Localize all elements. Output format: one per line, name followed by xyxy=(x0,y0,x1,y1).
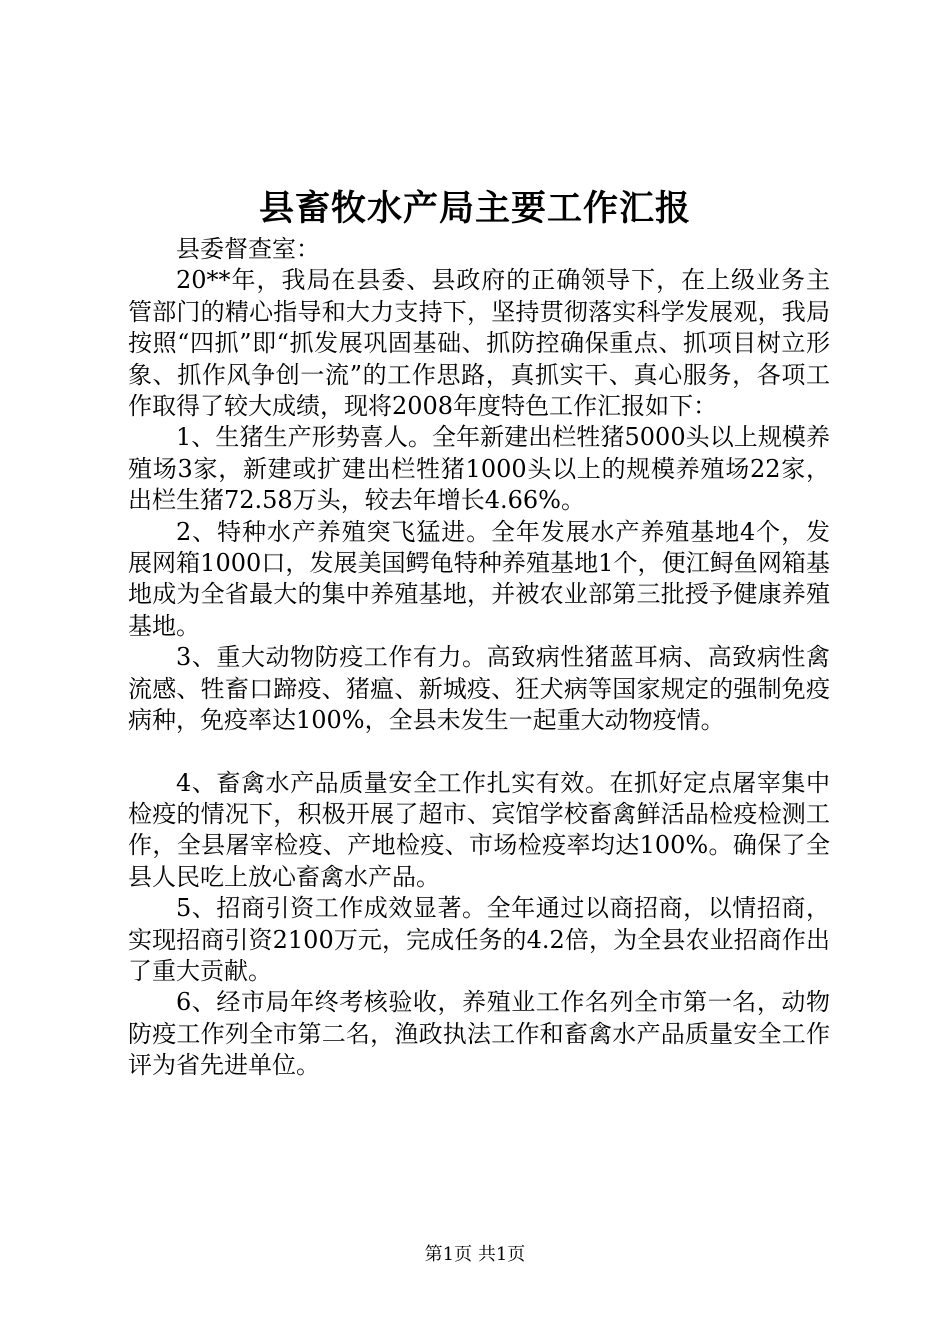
item-paragraph-5: 5、招商引资工作成效显著。全年通过以商招商，以情招商，实现招商引资2100万元，完成任务的4.2倍，为全县农业招商作出了重大贡献。 xyxy=(128,894,830,985)
item-paragraph-6: 6、经市局年终考核验收，养殖业工作名列全市第一名，动物防疫工作列全市第二名，渔政执法工作和畜禽水产品质量安全工作评为省先进单位。 xyxy=(128,988,830,1080)
document-body xyxy=(128,234,830,1082)
item-paragraph-2: 2、特种水产养殖突飞猛进。全年发展水产养殖基地4个，发展网箱1000口，发展美国鳄龟特种养殖基地1个，便江鲟鱼网箱基地成为全省最大的集中养殖基地，并被农业部第三批授予健康养殖基地。 xyxy=(128,517,830,640)
page-footer: 第1页 共1页 xyxy=(424,1244,526,1265)
document-title: 县畜牧水产局主要工作汇报 xyxy=(258,188,691,229)
item-paragraph-1: 1、生猪生产形势喜人。全年新建出栏牲猪5000头以上规模养殖场3家，新建或扩建出栏牲猪1000头以上的规模养殖场22家，出栏生猪72.58万头，较去年增长4.66%。 xyxy=(128,423,830,515)
salutation: 县委督查室： xyxy=(176,235,320,263)
item-paragraph-3: 3、重大动物防疫工作有力。高致病性猪蓝耳病、高致病性禽流感、牲畜口蹄疫、猪瘟、新城疫、狂犬病等国家规定的强制免疫病种，免疫率达100%，全县未发生一起重大动物疫情。 xyxy=(128,643,830,735)
item-paragraph-4: 4、畜禽水产品质量安全工作扎实有效。在抓好定点屠宰集中检疫的情况下，积极开展了超市、宾馆学校畜禽鲜活品检疫检测工作，全县屠宰检疫、产地检疫、市场检疫率均达100%。确保了全县人民吃上放心畜禽水产品。 xyxy=(128,768,830,891)
intro-paragraph: 20**年，我局在县委、县政府的正确领导下，在上级业务主管部门的精心指导和大力支持下，坚持贯彻落实科学发展观，我局按照“四抓”即“抓发展巩固基础、抓防控确保重点、抓项目树立形象、抓作风争创一流”的工作思路，真抓实干、真心服务，各项工作取得了较大成绩，现将2008年度特色工作汇报如下： xyxy=(128,266,830,421)
